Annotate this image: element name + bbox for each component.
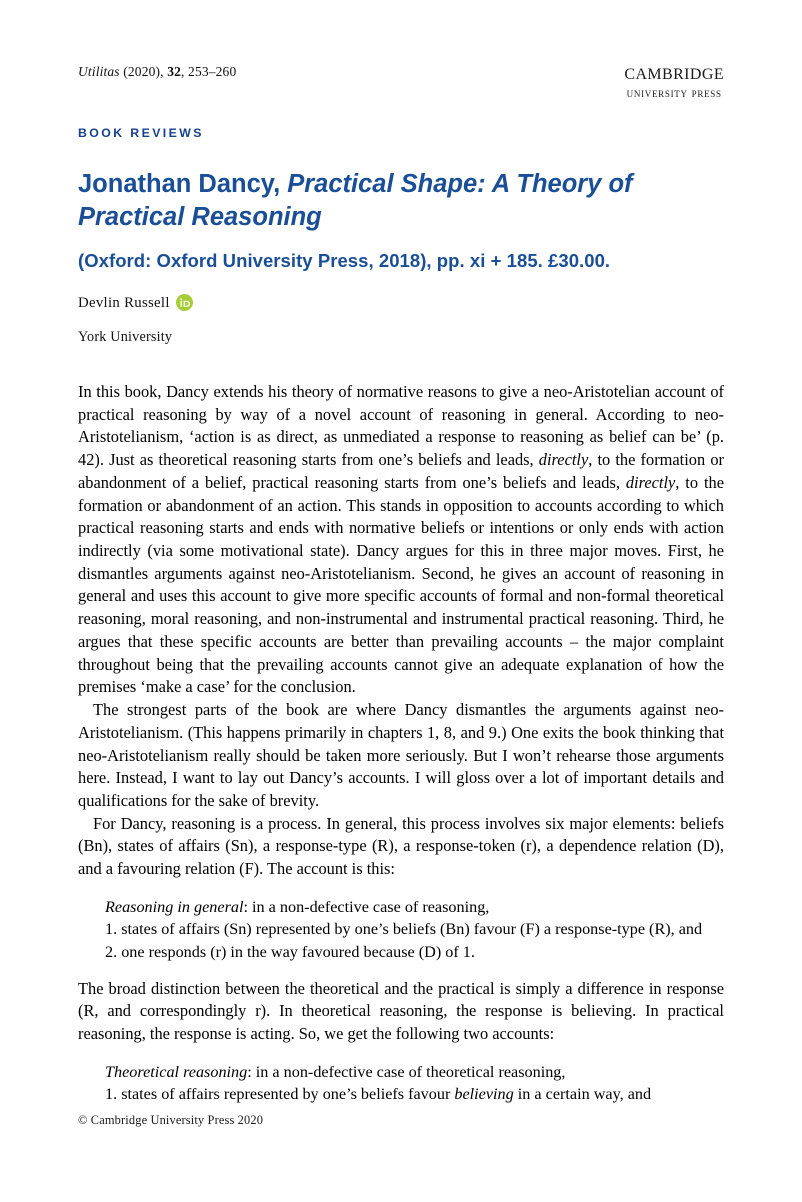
publication-details: (Oxford: Oxford University Press, 2018), pp. xi + 185. £30.00. [78, 250, 611, 272]
paragraph-2: The strongest parts of the book are where Dancy dismantles the arguments against neo-Aristotelianism. (This happens primarily in chapters 1, 8, and 9.) One exits the book thinking that neo-Aristotelianism really should be taken more seriously. But I won’t rehearse those arguments here. Instead, I want to lay out Dancy’s accounts. I will gloss over a lot of important details and qualifications for the sake of brevity. [78, 700, 724, 810]
page-title [78, 168, 718, 234]
quote1-heading: Reasoning in general [105, 897, 244, 916]
quote1-heading-rest: : in a non-defective case of reasoning, [243, 897, 490, 916]
quote2-item-1 [105, 1083, 724, 1105]
quote2-item1-segment-b: in a certain way, and [513, 1085, 652, 1104]
quote-block-theoretical-reasoning [78, 1061, 724, 1106]
journal-citation-line [78, 64, 236, 80]
author-name: Devlin Russell [78, 294, 170, 311]
journal-volume: 32 [167, 64, 181, 79]
quote2-heading: Theoretical reasoning [105, 1062, 248, 1081]
title-block [78, 168, 718, 272]
title-author-part: Jonathan Dancy, [78, 170, 288, 198]
para1-segment-b: , to the formation or abandonment of a belief, practical reasoning starts from one’s beliefs and leads, [78, 450, 724, 492]
quote2-heading-rest: : in a non-defective case of theoretical reasoning, [247, 1062, 566, 1081]
publisher-logo-line1: cambridge [624, 59, 724, 85]
para1-italic-1: directly [538, 450, 589, 470]
para1-italic-2: directly [625, 472, 676, 492]
quote1-heading-line [105, 896, 724, 918]
quote2-heading-line [105, 1061, 724, 1083]
para1-segment-c: , to the formation or abandonment of an action. This stands in opposition to accounts according to which practical reasoning starts and ends with normative beliefs or intentions or only ends with action indirectly (via some motivational state). Dancy argues for this in three major moves. First, he dismantles arguments against neo-Aristotelianism. Second, he gives an account of reasoning in general and uses this account to give more specific accounts of formal and non-formal theoretical reasoning, moral reasoning, and non-instrumental and instrumental practical reasoning. Third, he argues that these specific accounts are better than prevailing accounts – the major complaint throughout being that the prevailing accounts cannot give an adequate explanation of how the premises ‘make a case’ for the conclusion. [78, 472, 724, 697]
paragraph-3: For Dancy, reasoning is a process. In general, this process involves six major elements: beliefs (Bn), states of affairs (Sn), a response-type (R), a response-token (r), a dependence relation (D), and a favouring relation (F). The account is this: [78, 813, 724, 879]
section-label: BOOK REVIEWS [78, 126, 204, 140]
journal-name: Utilitas [78, 64, 120, 79]
orcid-id-icon[interactable] [176, 294, 193, 311]
masthead [78, 60, 724, 118]
cambridge-university-press-logo [624, 60, 724, 100]
journal-year: (2020), [119, 64, 168, 79]
quote1-item-2: 2. one responds (r) in the way favoured because (D) of 1. [105, 942, 475, 961]
quote2-item1-italic: believing [454, 1085, 514, 1104]
para1-segment-a: In this book, Dancy extends his theory of normative reasons to give a neo-Aristotelian account of practical reasoning by way of a novel account of reasoning in general. According to neo-Aristotelianism, ‘action is as direct, as unmediated a response to reasoning as belief can be’ (p. 42). Just as theoretical reasoning starts from one’s beliefs and leads, [78, 382, 724, 470]
title-work-part: Practical Shape: A Theory of Practical Reasoning [78, 170, 633, 232]
quote1-item-1: 1. states of affairs (Sn) represented by one’s beliefs (Bn) favour (F) a response-type (R), and [105, 920, 703, 939]
journal-pages: , 253–260 [181, 64, 237, 79]
quote-block-reasoning-in-general [78, 896, 724, 963]
author-affiliation: York University [78, 329, 173, 345]
publisher-logo-line2: university press [626, 84, 722, 100]
quote2-item1-segment-a: 1. states of affairs represented by one’s beliefs favour [105, 1085, 455, 1104]
article-body [78, 381, 724, 1106]
copyright-footer: © Cambridge University Press 2020 [78, 1113, 264, 1127]
author-block [78, 294, 718, 346]
paragraph-1 [78, 381, 724, 699]
paragraph-4: The broad distinction between the theoretical and the practical is simply a difference in response (R, and correspondingly r). In theoretical reasoning, the response is believing. In practical reasoning, the response is acting. So, we get the following two accounts: [78, 978, 724, 1044]
